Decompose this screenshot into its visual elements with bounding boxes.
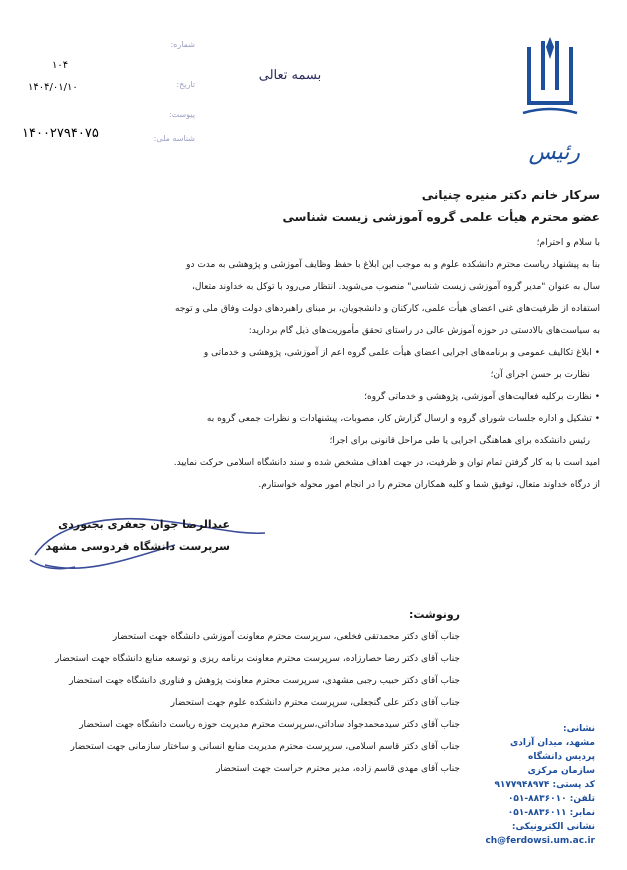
cc-heading: رونوشت: [408,608,460,621]
cc-line: جناب آقای دکتر قاسم اسلامی، سرپرست محترم مدیریت منابع انسانی و ساختار سازمانی جهت استحضار [70,742,460,752]
mission-line: • تشکیل و اداره جلسات شورای گروه و ارسال گزارش کار، مصوبات، پیشنهادات و نظرات جمعی گروه به [206,414,600,424]
mission-line: نظارت بر حسن اجرای آن؛ [490,370,590,380]
paragraph-line: بنا به پیشنهاد ریاست محترم دانشکده علوم و به موجب این ابلاغ با حفظ وظایف آموزشی و پژوهشی به مدت دو [186,260,600,270]
recipient-title: عضو محترم هیأت علمی گروه آموزشی زیست شناسی [282,210,600,224]
cc-line: جناب آقای دکتر محمدتقی فخلعی، سرپرست محترم معاونت آموزشی دانشگاه جهت استحضار [112,632,460,642]
address-block [475,722,595,848]
cc-line: جناب آقای مهدی قاسم زاده، مدیر محترم حراست جهت استحضار [216,764,460,774]
number-value: ۱۰۴ [52,60,69,71]
date-value: ۱۴۰۴/۰۱/۱۰ [28,82,78,93]
paragraph-line: به سیاست‌های بالادستی در حوزه آموزش عالی در راستای تحقق مأموریت‌های ذیل گام بردارید: [248,326,600,336]
closing-line: از درگاه خداوند متعال، توفیق شما و کلیه همکاران محترم را در انجام امور محوله خواستارم. [258,480,600,490]
university-logo-icon [515,35,585,125]
address-line: مشهد، میدان آزادی [510,738,595,748]
address-line: نشانی: [562,724,595,734]
cc-line: جناب آقای دکتر سیدمحمدجواد ساداتی،سرپرست محترم مدیریت حوزه ریاست دانشگاه جهت استحضار [79,720,460,730]
bullet-icon: • [591,414,600,424]
address-line: نمابر: ۸۸۳۶۰۱۱-۰۵۱ [507,808,595,818]
mission-line: رئیس دانشکده برای هماهنگی اجرایی یا طی مراحل قانونی برای اجرا؛ [329,436,590,446]
address-line: کد پستی: ۹۱۷۷۹۴۸۹۷۴ [494,780,595,790]
national-id-value: ۱۴۰۰۲۷۹۴۰۷۵ [22,126,99,141]
bismillah: بسمه تعالی [258,68,322,83]
mission-line: • نظارت برکلیه فعالیت‌های آموزشی، پژوهشی و خدماتی گروه؛ [364,392,600,402]
signer-name: عبدالرضا جوان جعفری بجنوردی [58,518,230,531]
number-label: شماره: [170,40,195,49]
university-logo [515,35,585,125]
greeting: با سلام و احترام؛ [536,238,600,248]
mission-list [20,342,600,452]
address-line: پردیس دانشگاه [528,752,595,762]
address-line: نشانی الکترونیکی: [511,822,595,832]
office-title: رئیس [528,140,580,165]
mission-item-2 [20,386,600,408]
attachment-label: پیوست: [168,110,195,119]
mission-line: • ابلاغ تکالیف عمومی و برنامه‌های اجرایی اعضای هیأت علمی گروه اعم از آموزشی، پژوهشی و خدماتی و [203,348,600,358]
closing [20,452,600,496]
signer-position: سرپرست دانشگاه فردوسی مشهد [45,540,230,553]
bullet-icon: • [591,392,600,402]
paragraph-line: سال به عنوان "مدیر گروه آموزشی زیست شناسی" منصوب می‌شوید. انتظار می‌رود با توکل به خداوند متعال، [191,282,600,292]
bullet-icon: • [591,348,600,358]
date-label: تاریخ: [176,80,195,89]
closing-line: امید است با به کار گرفتن تمام توان و ظرفیت، در جهت اهداف مشخص شده و سند دانشگاه اسلامی حرکت نمایید. [173,458,600,468]
paragraph-1 [20,254,600,342]
address-line: تلفن: ۸۸۳۶۰۱۰-۰۵۱ [507,794,595,804]
cc-line: جناب آقای دکتر حبیب رجبی مشهدی، سرپرست محترم معاونت پژوهش و فناوری دانشگاه جهت استحضار [69,676,460,686]
mission-item-3 [20,408,600,452]
salutation: سرکار خانم دکتر منیره چنیانی [421,188,600,202]
cc-line: جناب آقای دکتر علی گنجعلی، سرپرست محترم دانشکده علوم جهت استحضار [170,698,460,708]
mission-item-1 [20,342,600,386]
email-link[interactable]: ch@ferdowsi.um.ac.ir [485,836,595,846]
paragraph-line: استفاده از ظرفیت‌های غنی اعضای هیأت علمی، کارکنان و دانشجویان، بر مبنای راهبردهای دولت وفاق ملی و توجه [175,304,600,314]
cc-list [30,626,460,780]
address-line: سازمان مرکزی [527,766,595,776]
cc-line: جناب آقای دکتر رضا حصارزاده، سرپرست محترم معاونت برنامه ریزی و توسعه منابع دانشگاه جهت استحضار [55,654,460,664]
national-id-label: شناسه ملی: [153,134,195,143]
